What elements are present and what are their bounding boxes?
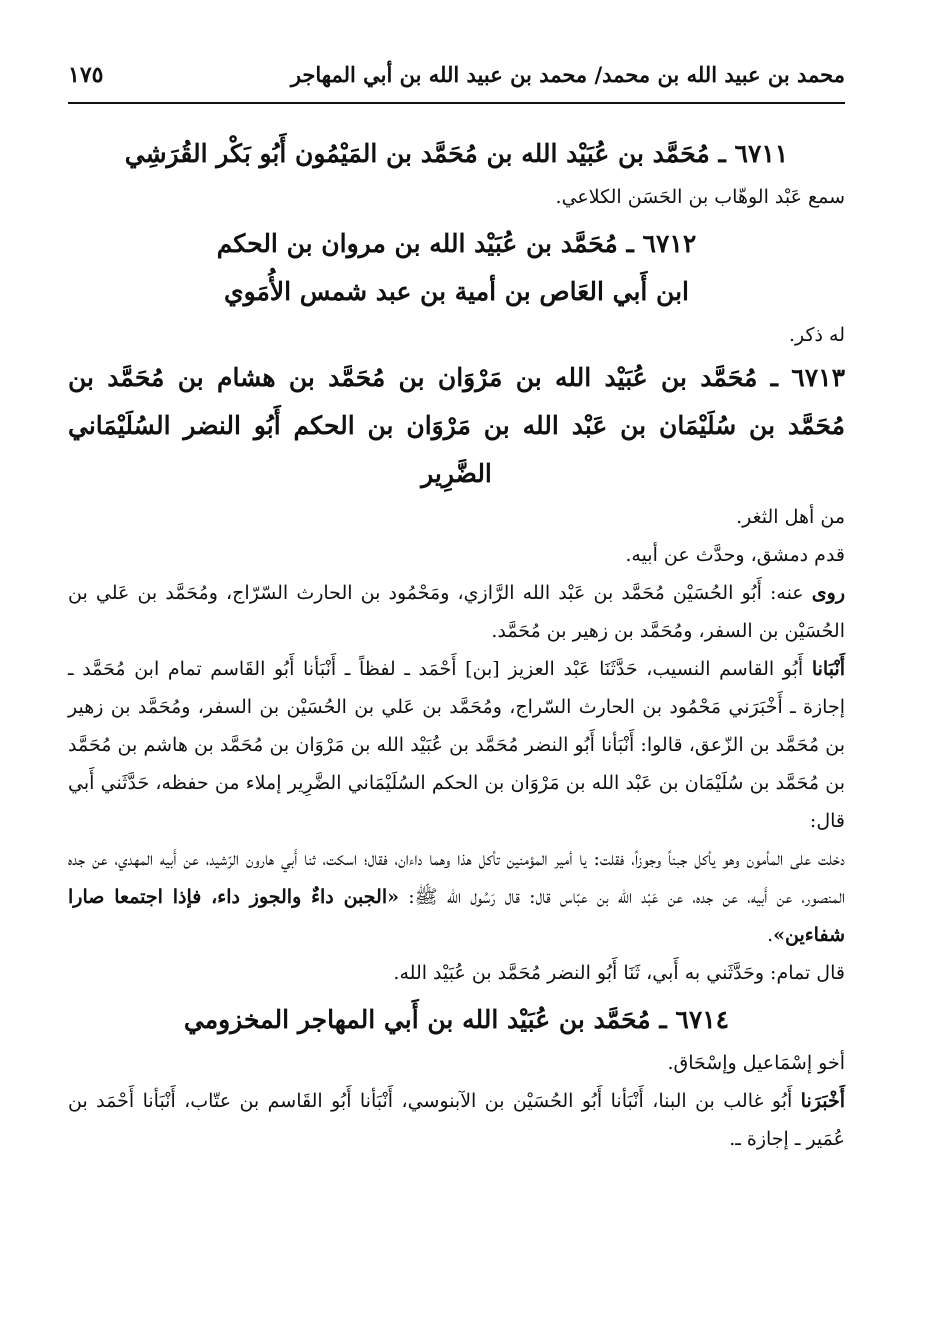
running-header xyxy=(68,62,845,104)
isnad-6714-text: أَبُو غالب بن البنا، أَنْبَأنا أَبُو الحُسَيْن بن الآبنوسي، أَنْبَأنا أَبُو القَاسم بن عتّاب، أَنْبَأنا أَحْمَد بن عُمَير ـ إجازة ـ. xyxy=(68,1090,845,1150)
entry-6713-visit: قدم دمشق، وحدَّث عن أبيه. xyxy=(625,544,845,566)
entry-6711-body: سمع عَبْد الوهّاب بن الحَسَن الكلاعي. xyxy=(555,186,845,208)
narrators-text: عنه: أَبُو الحُسَيْن مُحَمَّد بن عَبْد الله الرَّازي، ومَحْمُود بن الحارث السّرّاج، ومُحَمَّد بن عَلي بن الحُسَيْن بن السفر، ومُحَمَّد بن زهير بن مُحَمَّد. xyxy=(68,582,845,642)
book-page xyxy=(68,62,845,1158)
entry-6713-isnad xyxy=(68,650,845,840)
anbana-lead: أَنْبَانا xyxy=(811,658,845,680)
report-end: . xyxy=(767,924,774,946)
entry-6714-brother: أخو إسْمَاعيل وإسْحَاق. xyxy=(667,1052,845,1074)
entry-6712-body: له ذكر. xyxy=(788,324,845,346)
akhbarana-lead: أَخْبَرَنا xyxy=(800,1090,845,1112)
narrated-lead: روى xyxy=(811,582,845,604)
entry-6713-origin: من أهل الثغر. xyxy=(736,506,845,528)
entry-6714-isnad xyxy=(68,1082,845,1158)
isnad-text: أَبُو القاسم النسيب، حَدَّثَنَا عَبْد العزيز [بن] أَحْمَد ـ لفظاً ـ أَنْبَأنا أَبُو القَاسم تمام ابن مُحَمَّد ـ إجازة ـ أَخْبَرَني مَحْمُود بن الحارث السّراج، ومُحَمَّد بن عَلي بن الحُسَيْن بن السفر، ومُحَمَّد بن زهير بن مُحَمَّد بن الزّعق، قالوا: أَنْبَأنا أَبُو النضر مُحَمَّد بن عُبَيْد الله بن مَرْوَان بن مُحَمَّد بن هاشم بن مُحَمَّد بن مُحَمَّد بن سُلَيْمَان بن عَبْد الله بن مَرْوَان بن الحكم السُلَيْمَاني الضَّرِير إملاء من حفظه، حَدَّثَني أَبي قال: xyxy=(68,658,845,832)
entry-6713-narrators xyxy=(68,574,845,650)
entry-6712-heading-line2: ابن أَبي العَاص بن أمية بن عبد شمس الأُمَوي xyxy=(224,277,689,306)
page-number: ١٧٥ xyxy=(68,62,104,88)
entry-6713-report xyxy=(68,840,845,954)
entry-6713-heading: ٦٧١٣ ـ مُحَمَّد بن عُبَيْد الله بن مَرْوَان بن مُحَمَّد بن هشام بن مُحَمَّد بن مُحَمَّد بن سُلَيْمَان بن عَبْد الله بن مَرْوَان بن الحكم أَبُو النضر السُلَيْمَاني الضَّرِير xyxy=(68,363,845,488)
hadith-quote: «الجبن داءٌ والجوز داء، فإذا اجتمعا صارا شفاءين» xyxy=(68,886,845,946)
entry-6711-heading: ٦٧١١ ـ مُحَمَّد بن عُبَيْد الله بن مُحَمَّد بن المَيْمُون أَبُو بَكْر القُرَشِي xyxy=(124,139,789,168)
entry-6714-heading: ٦٧١٤ ـ مُحَمَّد بن عُبَيْد الله بن أَبي المهاجر المخزومي xyxy=(183,1005,730,1034)
entry-6712-heading-line1: ٦٧١٢ ـ مُحَمَّد بن عُبَيْد الله بن مروان بن الحكم xyxy=(216,229,697,258)
header-title: محمد بن عبيد الله بن محمد/ محمد بن عبيد الله بن أبي المهاجر xyxy=(290,62,845,87)
report-text: دخلت على المأمون وهو يأكل جبناً وجوزاً، فقلت: يا أمير المؤمنين تأكل هذا وهما داءان، فقال؛ اسكت، ثنا أَبي هارون الرّشيد، عن أَبيه المهدي، عن جده المنصور، عن أَبيه، عن جده، عن عَبْد الله بن عبّاس قال: قال رَسُول الله ﷺ: xyxy=(68,848,845,908)
entry-6713-tammam: قال تمام: وحَدَّثَني به أَبي، ثَنَا أَبُو النضر مُحَمَّد بن عُبَيْد الله. xyxy=(393,962,845,984)
